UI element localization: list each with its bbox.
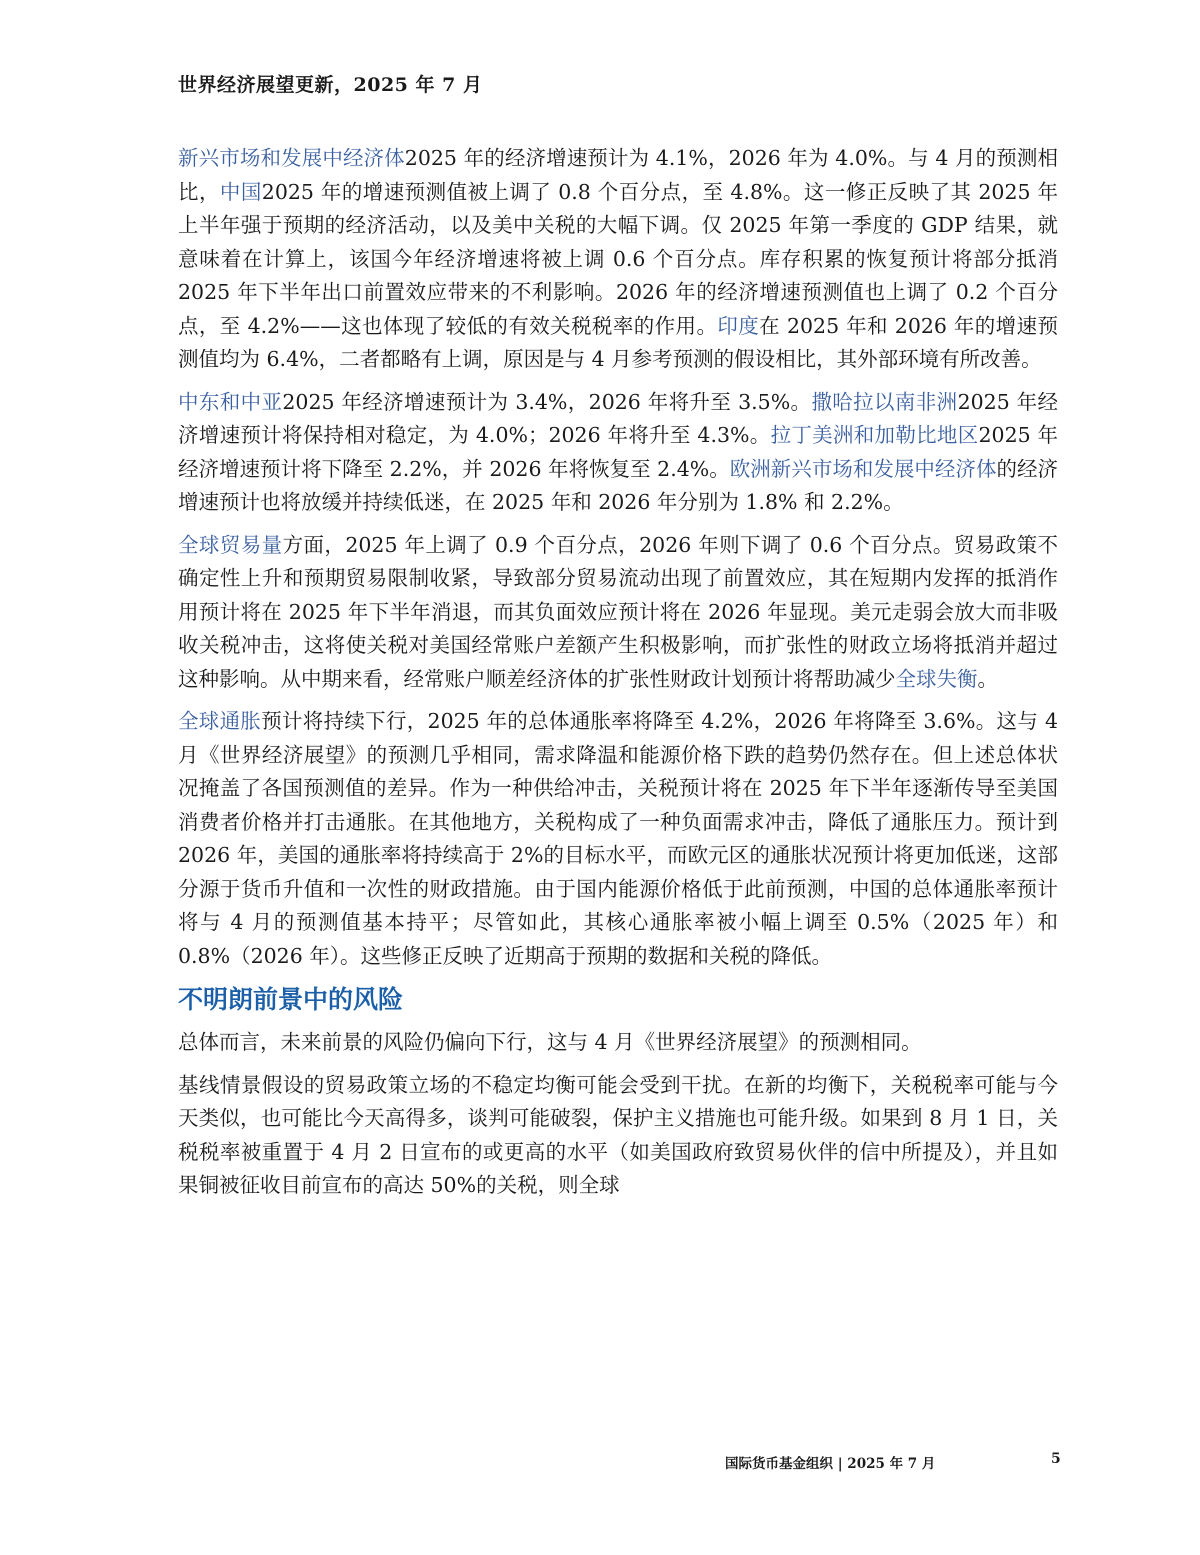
term-link[interactable]: 全球贸易量	[178, 532, 283, 557]
paragraph-group	[178, 142, 1058, 973]
text-run: 的经济增速预计也将放缓并持续低迷，在 2025 年和 2026 年分别为 1.8% 和 2.2%。	[178, 456, 1058, 514]
term-link[interactable]: 新兴市场和发展中经济体	[178, 146, 405, 170]
text-run: 2025 年的增速预测值被上调了 0.8 个百分点，至 4.8%。这一修正反映了其 2025 年上半年强于预期的经济活动，以及美中关税的大幅下调。仅 2025 年第一季度的 GDP 结果，就意味着在计算上，该国今年经济增速将被上调 0.6 个百分点。库存积累的恢复预计将部分抵消 2025 年下半年出口前置效应带来的不利影响。2026 年的经济增速预测值也上调了 0.2 个百分点，至 4.2%——这也体现了较低的有效关税税率的作用。	[178, 179, 1059, 338]
term-link[interactable]: 中东和中亚	[178, 389, 283, 414]
text-run: 在 2025 年和 2026 年的增速预测值均为 6.4%，二者都略有上调，原因是与 4 月参考预测的假设相比，其外部环境有所改善。	[178, 313, 1058, 371]
text-run: 2025 年经济增速预计将下降至 2.2%，并 2026 年将恢复至 2.4%。	[178, 423, 1058, 481]
body-paragraph	[178, 386, 1058, 520]
section-heading: 不明朗前景中的风险	[178, 985, 404, 1014]
text-run: 。	[977, 666, 998, 691]
term-link[interactable]: 撒哈拉以南非洲	[811, 389, 958, 414]
term-link[interactable]: 印度	[717, 313, 760, 338]
term-link[interactable]: 中国	[219, 179, 262, 204]
body-text	[178, 142, 1058, 1212]
term-link[interactable]: 欧洲新兴市场和发展中经济体	[729, 456, 997, 481]
body-paragraph	[178, 705, 1058, 973]
body-paragraph	[178, 142, 1058, 377]
text-run: 2025 年经济增速预计为 3.4%，2026 年将升至 3.5%。	[282, 389, 812, 414]
body-paragraph	[178, 529, 1058, 697]
text-run: 2025 年的经济增速预计为 4.1%，2026 年为 4.0%。与 4 月的预测相比，	[178, 146, 1058, 204]
section-paragraph: 总体而言，未来前景的风险仍偏向下行，这与 4 月《世界经济展望》的预测相同。	[178, 1030, 922, 1054]
running-footer: 国际货币基金组织 | 2025 年 7 月	[725, 1456, 936, 1472]
term-link[interactable]: 全球通胀	[178, 709, 262, 733]
term-link[interactable]: 全球失衡	[895, 666, 978, 691]
section-paragraph: 基线情景假设的贸易政策立场的不稳定均衡可能会受到干扰。在新的均衡下，关税税率可能与今天类似，也可能比今天高得多，谈判可能破裂，保护主义措施也可能升级。如果到 8 月 1 日，关税税率被重置于 4 月 2 日宣布的或更高的水平（如美国政府致贸易伙伴的信中所提及），并且如果铜被征收目前宣布的高达 50%的关税，则全球	[178, 1072, 1058, 1197]
running-header: 世界经济展望更新，2025 年 7 月	[178, 74, 483, 96]
text-run: 预计将持续下行，2025 年的总体通胀率将降至 4.2%，2026 年将降至 3.6%。这与 4 月《世界经济展望》的预测几乎相同，需求降温和能源价格下跌的趋势仍然存在。但上述总体状况掩盖了各国预测值的差异。作为一种供给冲击，关税预计将在 2025 年下半年逐渐传导至美国消费者价格并打击通胀。在其他地方，关税构成了一种负面需求冲击，降低了通胀压力。预计到 2026 年，美国的通胀率将持续高于 2%的目标水平，而欧元区的通胀状况预计将更加低迷，这部分源于货币升值和一次性的财政措施。由于国内能源价格低于此前预测，中国的总体通胀率预计将与 4 月的预测值基本持平；尽管如此，其核心通胀率被小幅上调至 0.5%（2025 年）和 0.8%（2026 年）。这些修正反映了近期高于预期的数据和关税的降低。	[178, 709, 1058, 968]
text-run: 方面，2025 年上调了 0.9 个百分点，2026 年则下调了 0.6 个百分点。贸易政策不确定性上升和预期贸易限制收紧，导致部分贸易流动出现了前置效应，其在短期内发挥的抵消作用预计将在 2025 年下半年消退，而其负面效应预计将在 2026 年显现。美元走弱会放大而非吸收关税冲击，这将使关税对美国经常账户差额产生积极影响，而扩张性的财政立场将抵消并超过这种影响。从中期来看，经常账户顺差经济体的扩张性财政计划预计将帮助减少	[178, 532, 1058, 691]
page-number: 5	[1051, 1451, 1061, 1467]
term-link[interactable]: 拉丁美洲和加勒比地区	[770, 423, 979, 447]
text-run: 2025 年经济增速预计将保持相对稳定，为 4.0%；2026 年将升至 4.3%。	[178, 389, 1058, 447]
